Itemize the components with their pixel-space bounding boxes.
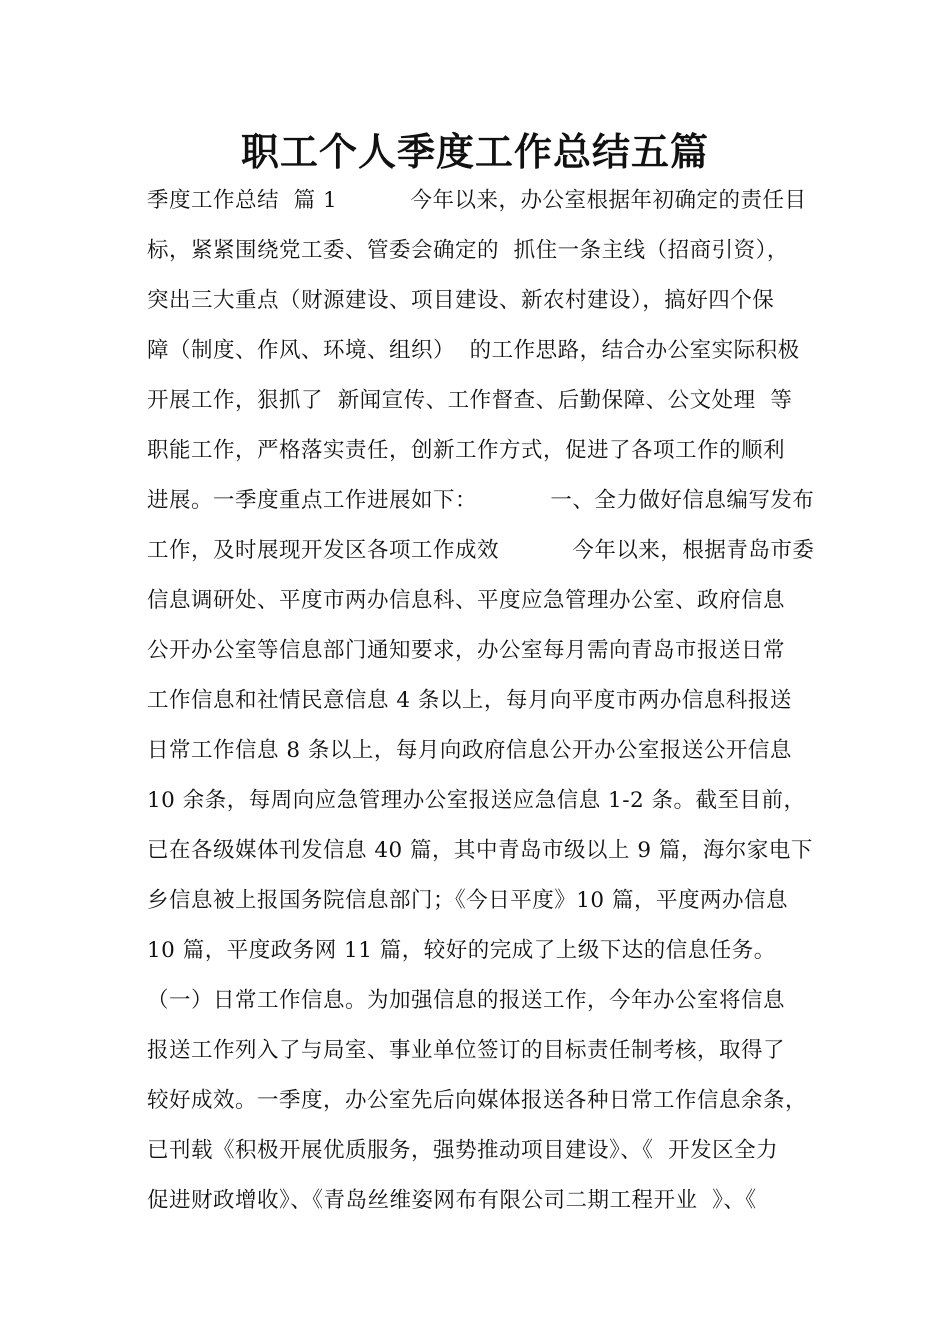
- body-line: （一）日常工作信息。为加强信息的报送工作，今年办公室将信息: [147, 988, 786, 1013]
- body-line: 已刊载《积极开展优质服务，强势推动项目建设》、《 开发区全力: [147, 1138, 779, 1163]
- body-line: 开展工作，狠抓了 新闻宣传、工作督查、后勤保障、公文处理 等: [147, 388, 793, 413]
- body-line: 已在各级媒体刊发信息 40 篇，其中青岛市级以上 9 篇，海尔家电下: [147, 838, 813, 863]
- body-line: 障（制度、作风、环境、组织） 的工作思路，结合办公室实际积极: [147, 338, 800, 363]
- body-line: 工作信息和社情民意信息 4 条以上，每月向平度市两办信息科报送: [147, 688, 792, 713]
- body-line: 标，紧紧围绕党工委、管委会确定的 抓住一条主线（招商引资），: [147, 238, 789, 263]
- body-line: 公开办公室等信息部门通知要求，办公室每月需向青岛市报送日常: [147, 638, 786, 663]
- body-line: 职能工作，严格落实责任，创新工作方式，促进了各项工作的顺利: [147, 438, 786, 463]
- body-line: 报送工作列入了与局室、事业单位签订的目标责任制考核，取得了: [147, 1038, 786, 1063]
- document-body: [147, 176, 827, 1226]
- body-line: 较好成效。一季度，办公室先后向媒体报送各种日常工作信息余条，: [147, 1088, 808, 1113]
- document-title: 职工个人季度工作总结五篇: [240, 130, 709, 174]
- body-line: 信息调研处、平度市两办信息科、平度应急管理办公室、政府信息: [147, 588, 786, 613]
- body-line: 突出三大重点（财源建设、项目建设、新农村建设），搞好四个保: [147, 288, 775, 313]
- body-line: 促进财政增收》、《青岛丝维姿网布有限公司二期工程开业 》、《: [147, 1188, 757, 1213]
- body-line: 季度工作总结 篇 1 今年以来，办公室根据年初确定的责任目: [147, 188, 807, 213]
- body-line: 进展。一季度重点工作进展如下： 一、全力做好信息编写发布: [147, 488, 815, 513]
- body-line: 工作，及时展现开发区各项工作成效 今年以来，根据青岛市委: [147, 538, 815, 563]
- body-line: 乡信息被上报国务院信息部门；《今日平度》10 篇，平度两办信息: [147, 888, 788, 913]
- body-line: 日常工作信息 8 条以上，每月向政府信息公开办公室报送公开信息: [147, 738, 792, 763]
- body-line: 10 余条，每周向应急管理办公室报送应急信息 1-2 条。截至目前，: [147, 788, 806, 813]
- body-line: 10 篇，平度政务网 11 篇，较好的完成了上级下达的信息任务。: [147, 938, 776, 963]
